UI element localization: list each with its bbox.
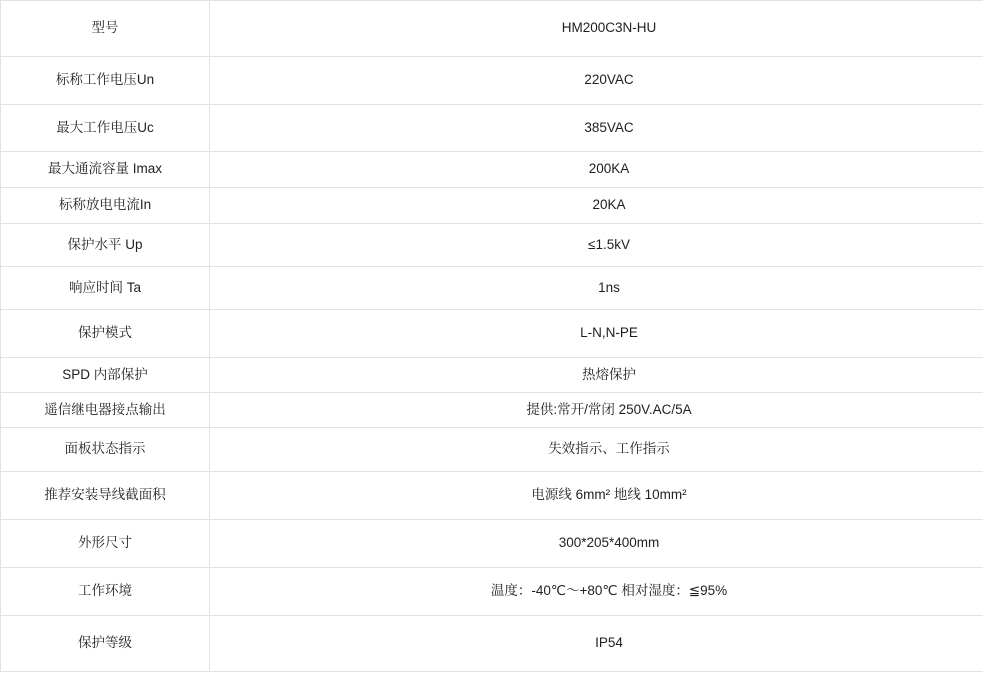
spec-label-cell: 型号 bbox=[1, 1, 210, 57]
table-row bbox=[1, 267, 983, 310]
spec-label-cell: 最大工作电压Uc bbox=[1, 105, 210, 152]
spec-value-cell: 1ns bbox=[210, 267, 983, 310]
spec-label-cell: 保护等级 bbox=[1, 616, 210, 672]
table-row bbox=[1, 57, 983, 105]
table-row bbox=[1, 358, 983, 393]
table-row bbox=[1, 472, 983, 520]
spec-value-cell: 20KA bbox=[210, 188, 983, 224]
spec-value-cell: IP54 bbox=[210, 616, 983, 672]
spec-label-cell: 标称工作电压Un bbox=[1, 57, 210, 105]
table-row bbox=[1, 105, 983, 152]
spec-label-cell: SPD 内部保护 bbox=[1, 358, 210, 393]
spec-label-cell: 面板状态指示 bbox=[1, 428, 210, 472]
spec-value-cell: ≤1.5kV bbox=[210, 224, 983, 267]
table-row bbox=[1, 188, 983, 224]
spec-label-cell: 响应时间 Ta bbox=[1, 267, 210, 310]
spec-value-cell: 200KA bbox=[210, 152, 983, 188]
spec-value-cell: 电源线 6mm² 地线 10mm² bbox=[210, 472, 983, 520]
spec-value-cell: 提供:常开/常闭 250V.AC/5A bbox=[210, 393, 983, 428]
spec-value-cell: HM200C3N-HU bbox=[210, 1, 983, 57]
spec-value-cell: 385VAC bbox=[210, 105, 983, 152]
spec-label-cell: 最大通流容量 Imax bbox=[1, 152, 210, 188]
specification-table-body bbox=[1, 1, 983, 672]
spec-label-cell: 保护模式 bbox=[1, 310, 210, 358]
spec-label-cell: 外形尺寸 bbox=[1, 520, 210, 568]
spec-label-cell: 工作环境 bbox=[1, 568, 210, 616]
spec-value-cell: 失效指示、工作指示 bbox=[210, 428, 983, 472]
spec-value-cell: 300*205*400mm bbox=[210, 520, 983, 568]
table-row bbox=[1, 1, 983, 57]
table-row bbox=[1, 224, 983, 267]
table-row bbox=[1, 616, 983, 672]
spec-value-cell: 热熔保护 bbox=[210, 358, 983, 393]
table-row bbox=[1, 568, 983, 616]
table-row bbox=[1, 152, 983, 188]
spec-value-cell: 温度：-40℃～+80℃ 相对湿度：≦95% bbox=[210, 568, 983, 616]
table-row bbox=[1, 428, 983, 472]
table-row bbox=[1, 310, 983, 358]
table-row bbox=[1, 520, 983, 568]
spec-label-cell: 标称放电电流In bbox=[1, 188, 210, 224]
spec-label-cell: 保护水平 Up bbox=[1, 224, 210, 267]
spec-label-cell: 推荐安装导线截面积 bbox=[1, 472, 210, 520]
spec-value-cell: 220VAC bbox=[210, 57, 983, 105]
spec-label-cell: 遥信继电器接点输出 bbox=[1, 393, 210, 428]
spec-value-cell: L-N,N-PE bbox=[210, 310, 983, 358]
table-row bbox=[1, 393, 983, 428]
